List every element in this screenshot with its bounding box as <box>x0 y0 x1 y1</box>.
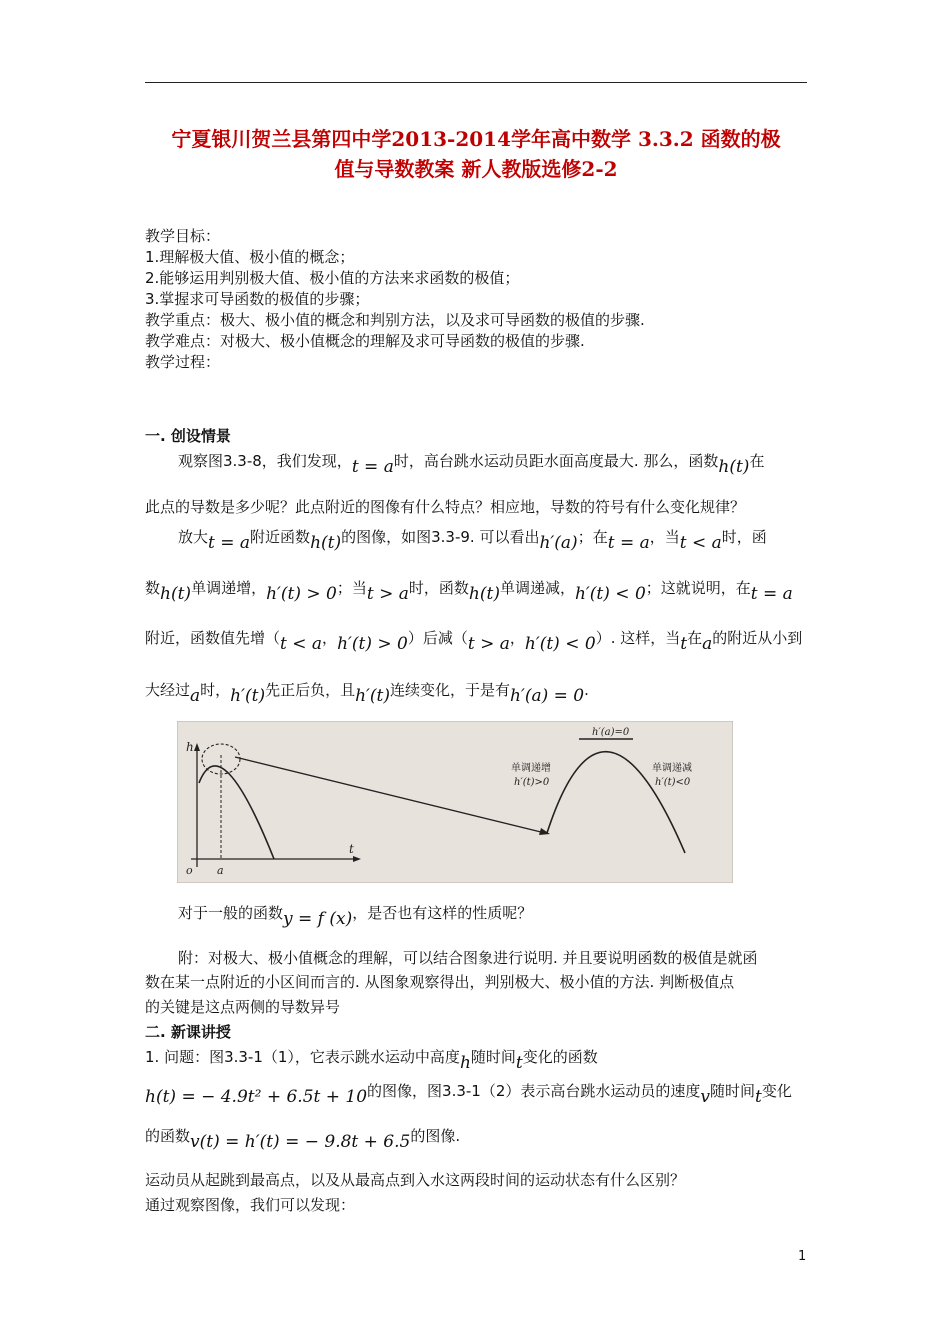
velocity-function: v(t) = h′(t) = − 9.8t + 6.5 <box>190 1132 411 1152</box>
note-line: 的关键是这点两侧的导数异号 <box>145 998 341 1016</box>
page-number: 1 <box>798 1249 807 1264</box>
document-title <box>140 124 812 184</box>
goal-item: 3.掌握求可导函数的极值的步骤； <box>145 290 370 308</box>
header-rule <box>145 82 807 83</box>
paragraph-line: 观察图3.3-8，我们发现，t = a时，高台跳水运动员距水面高度最大. 那么，函数h(t)在 <box>178 452 765 477</box>
axis-t-label: t <box>349 842 354 856</box>
section-1-heading: 一. 创设情景 <box>145 427 231 445</box>
paragraph-line: 此点的导数是多少呢？此点附近的图像有什么特点？相应地，导数的符号有什么变化规律？ <box>145 498 746 516</box>
title-line-2: 值与导数教案 新人教版选修2-2 <box>334 157 618 181</box>
peak-label: h′(a)=0 <box>592 727 630 738</box>
goal-item: 1.理解极大值、极小值的概念； <box>145 248 355 266</box>
math-expr: t = a <box>351 457 394 477</box>
teaching-goals <box>145 226 645 373</box>
paragraph-line: 附近，函数值先增（t < a，h′(t) > 0）后减（t > a，h′(t) < 0）. 这样，当t在a的附近从小到 <box>145 629 803 654</box>
process-heading: 教学过程： <box>145 353 221 371</box>
paragraph-line: 运动员从起跳到最高点，以及从最高点到入水这两段时间的运动状态有什么区别？ <box>145 1171 686 1189</box>
math-expr: h(t) <box>718 457 750 477</box>
increasing-label: 单调递增 <box>511 763 551 774</box>
derivative-figure <box>177 721 733 883</box>
goals-heading: 教学目标： <box>145 227 221 245</box>
paragraph-line: 通过观察图像，我们可以发现： <box>145 1196 356 1214</box>
goal-item: 2.能够运用判别极大值、极小值的方法来求函数的极值； <box>145 269 520 287</box>
paragraph-line: h(t) = − 4.9t² + 6.5t + 10的图像，图3.3-1（2）表示高台跳水运动员的速度v随时间t变化 <box>145 1082 792 1107</box>
difficulty-point: 教学难点：对极大、极小值概念的理解及求可导函数的极值的步骤. <box>145 332 585 350</box>
paragraph-line: 大经过a时，h′(t)先正后负，且h′(t)连续变化，于是有h′(a) = 0. <box>145 681 589 706</box>
point-a-label: a <box>217 864 224 877</box>
key-point: 教学重点：极大、极小值的概念和判别方法，以及求可导函数的极值的步骤. <box>145 311 645 329</box>
decreasing-condition: h′(t)<0 <box>655 777 691 788</box>
title-line-1: 宁夏银川贺兰县第四中学2013-2014学年高中数学 3.3.2 函数的极 <box>171 127 781 151</box>
axis-h-label: h <box>186 740 194 754</box>
note-line: 附：对极大、极小值概念的理解，可以结合图象进行说明. 并且要说明函数的极值是就函 <box>178 949 758 967</box>
paragraph-line: 的函数v(t) = h′(t) = − 9.8t + 6.5的图像. <box>145 1127 461 1152</box>
paragraph-line: 对于一般的函数y = f (x)，是否也有这样的性质呢？ <box>178 904 533 929</box>
increasing-condition: h′(t)>0 <box>514 777 550 788</box>
decreasing-label: 单调递减 <box>652 763 692 774</box>
note-line: 数在某一点附近的小区间而言的. 从图象观察得出，判别极大、极小值的方法. 判断极值点 <box>145 973 735 991</box>
paragraph-line: 1. 问题：图3.3-1（1），它表示跳水运动中高度h随时间t变化的函数 <box>145 1048 598 1073</box>
section-2-heading: 二. 新课讲授 <box>145 1023 231 1041</box>
height-function: h(t) = − 4.9t² + 6.5t + 10 <box>145 1087 368 1107</box>
origin-label: o <box>186 864 193 877</box>
paragraph-line: 放大t = a附近函数h(t)的图像，如图3.3-9. 可以看出h′(a)；在t = a，当t < a时，函 <box>178 528 767 553</box>
paragraph-line: 数h(t)单调递增，h′(t) > 0；当t > a时，函数h(t)单调递减，h′(t) < 0；这就说明，在t = a <box>145 579 793 604</box>
